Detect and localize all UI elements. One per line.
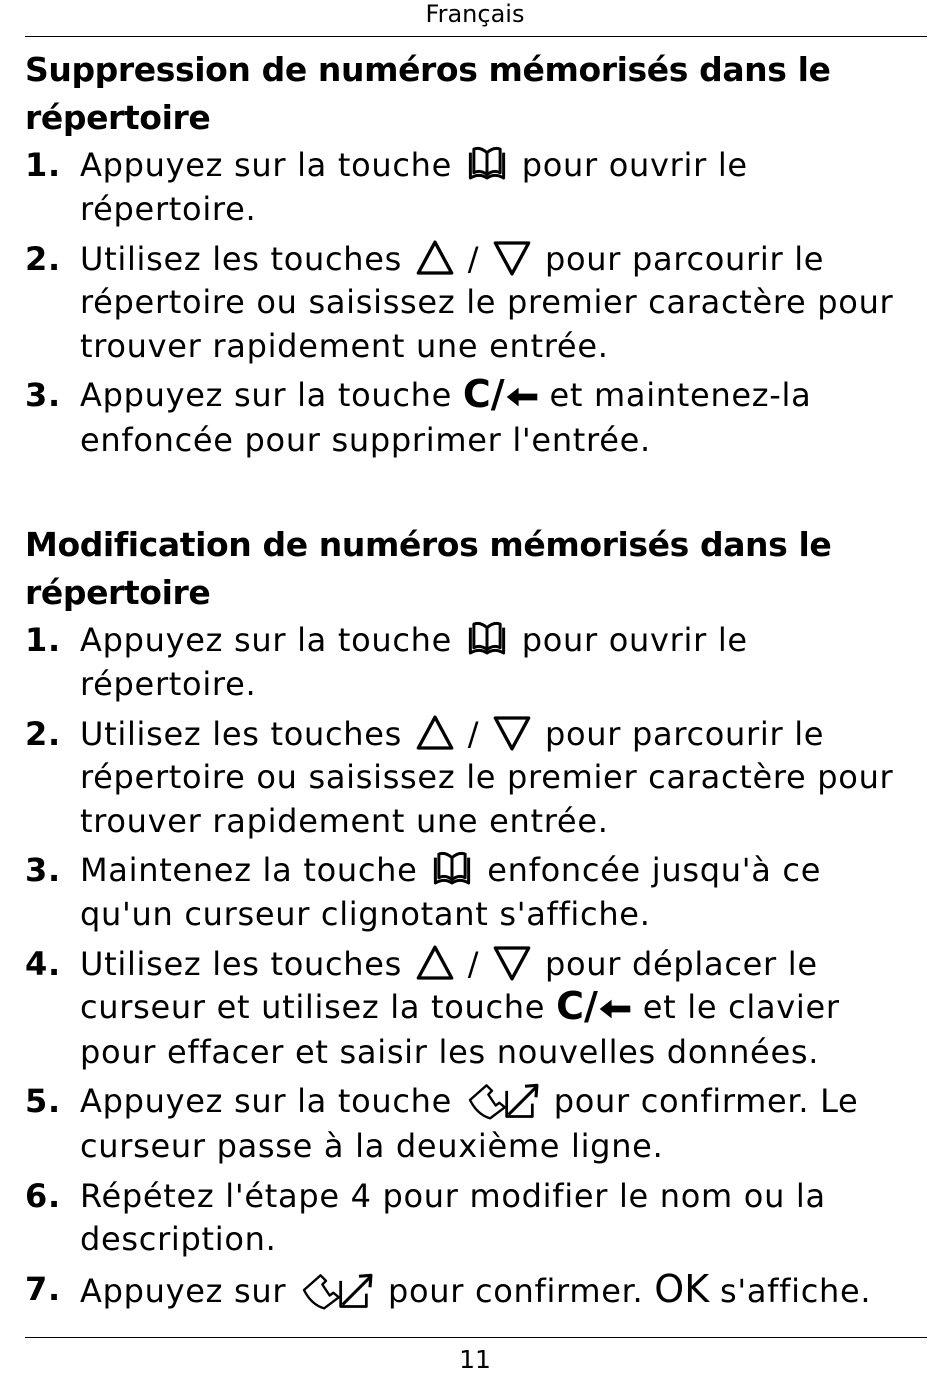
step-item	[25, 144, 925, 232]
separator: /	[467, 239, 480, 278]
up-arrow-key-icon	[413, 713, 457, 753]
confirm-handset-icon	[463, 1078, 543, 1122]
down-arrow-key-icon	[490, 238, 534, 278]
step-item	[25, 374, 925, 462]
phonebook-icon	[463, 618, 511, 660]
step-item	[25, 943, 925, 1075]
page-number: 11	[459, 1345, 491, 1374]
step-text: s'affiche.	[720, 1271, 872, 1310]
steps-list	[25, 619, 925, 1315]
clear-key-icon: C/	[463, 373, 539, 417]
step-text: et maintenez-la enfoncée pour supprimer l'entrée.	[80, 376, 812, 459]
separator: /	[467, 944, 480, 983]
step-number: 1.	[25, 621, 61, 659]
step-text: pour confirmer. Le curseur passe à la deuxième ligne.	[80, 1082, 859, 1166]
step-item	[25, 238, 925, 369]
step-item	[25, 619, 925, 707]
step-item	[25, 1175, 925, 1262]
step-number: 2.	[25, 714, 61, 753]
section-delete-entries	[25, 46, 925, 468]
clear-key-icon: C/	[556, 985, 632, 1029]
header-divider	[25, 36, 927, 37]
step-number: 5.	[25, 1082, 61, 1121]
step-item	[25, 1268, 925, 1315]
step-text: Utilisez les touches	[80, 944, 403, 983]
step-text: Appuyez sur la touche	[80, 1082, 453, 1121]
step-number: 3.	[25, 376, 61, 414]
header-language: Français	[425, 0, 525, 28]
ok-display-text: OK	[654, 1266, 710, 1311]
step-item	[25, 713, 925, 844]
step-text: Maintenez la touche	[80, 851, 418, 889]
step-text: et le clavier pour effacer et saisir les nouvelles données.	[80, 988, 840, 1071]
step-text: pour ouvrir le répertoire.	[80, 146, 748, 228]
down-arrow-key-icon	[490, 943, 534, 983]
step-text: pour parcourir le répertoire ou saisissez le premier caractère pour trouver rapidement une entrée.	[80, 714, 894, 840]
up-arrow-key-icon	[413, 238, 457, 278]
down-arrow-key-icon	[490, 713, 534, 753]
separator: /	[467, 714, 480, 753]
step-text: Utilisez les touches	[80, 714, 403, 753]
clear-key-letter: C	[462, 372, 491, 417]
step-text: Utilisez les touches	[80, 239, 403, 278]
step-text: Appuyez sur	[80, 1271, 287, 1310]
step-number: 1.	[25, 146, 61, 184]
phonebook-icon	[428, 848, 476, 890]
confirm-handset-icon	[297, 1268, 377, 1312]
phonebook-icon	[463, 143, 511, 185]
step-number: 6.	[25, 1176, 61, 1215]
step-text: Appuyez sur la touche	[80, 376, 453, 414]
step-text: enfoncée jusqu'à ce qu'un curseur clignotant s'affiche.	[80, 851, 822, 933]
step-text: Répétez l'étape 4 pour modifier le nom ou la description.	[80, 1176, 826, 1259]
section-edit-entries	[25, 521, 925, 1321]
up-arrow-key-icon	[413, 943, 457, 983]
step-text: Appuyez sur la touche	[80, 146, 453, 184]
step-item	[25, 1080, 925, 1169]
clear-key-letter: C	[556, 984, 584, 1029]
step-text: pour déplacer le curseur et utilisez la touche	[80, 944, 818, 1026]
section-title: Suppression de numéros mémorisés dans le répertoire	[25, 50, 831, 137]
step-number: 4.	[25, 944, 61, 983]
step-text: pour parcourir le répertoire ou saisissez le premier caractère pour trouver rapidement une entrée.	[80, 239, 894, 365]
footer-divider	[25, 1337, 927, 1338]
step-item	[25, 849, 925, 937]
section-title: Modification de numéros mémorisés dans le répertoire	[25, 525, 832, 612]
step-number: 2.	[25, 239, 61, 278]
step-text: pour confirmer.	[387, 1271, 644, 1310]
steps-list	[25, 144, 925, 462]
step-number: 3.	[25, 851, 61, 889]
step-number: 7.	[25, 1269, 61, 1308]
step-text: Appuyez sur la touche	[80, 621, 453, 659]
step-text: pour ouvrir le répertoire.	[80, 621, 748, 703]
